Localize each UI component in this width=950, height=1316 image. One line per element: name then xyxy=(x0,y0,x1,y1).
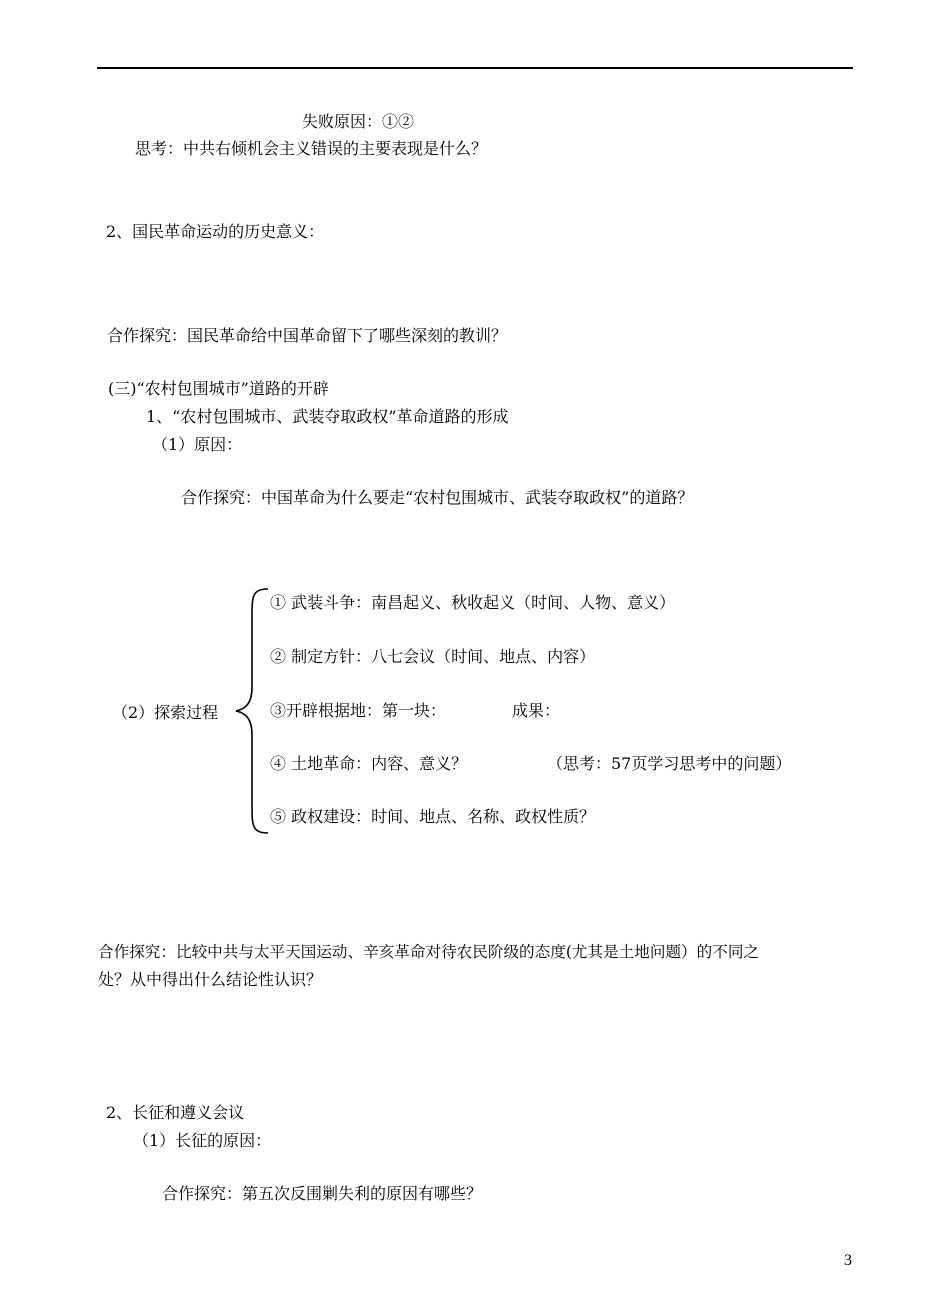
reason-heading: （1）原因： xyxy=(152,435,243,454)
longmarch-reason-heading: （1）长征的原因： xyxy=(133,1131,272,1150)
think-line: 思考：中共右倾机会主义错误的主要表现是什么？ xyxy=(135,139,488,158)
explore-item-3: ③开辟根据地：第一块： xyxy=(270,701,447,720)
explore-item-3-result: 成果： xyxy=(512,701,561,720)
explore-item-5: ⑤ 政权建设：时间、地点、名称、政权性质？ xyxy=(270,807,596,826)
page-number: 3 xyxy=(844,1252,852,1269)
section-3-heading: (三)“农村包围城市”道路的开辟 xyxy=(108,379,329,398)
longmarch-heading: 2、长征和遵义会议 xyxy=(106,1103,245,1122)
coop-question-2: 合作探究：中国革命为什么要走“农村包围城市、武装夺取政权”的道路？ xyxy=(181,488,694,507)
header-rule xyxy=(97,67,853,69)
coop-question-1: 合作探究：国民革命给中国革命留下了哪些深刻的教训？ xyxy=(107,326,508,345)
explore-item-2: ② 制定方针：八七会议（时间、地点、内容） xyxy=(270,647,596,666)
fail-reason-line: 失败原因：①② xyxy=(302,112,415,131)
explore-item-1: ① 武装斗争：南昌起义、秋收起义（时间、人物、意义） xyxy=(270,593,676,612)
coop-question-4: 合作探究：第五次反围剿失利的原因有哪些？ xyxy=(162,1184,483,1203)
significance-heading: 2、国民革命运动的历史意义： xyxy=(106,222,325,241)
coop-question-3-line-1: 合作探究：比较中共与太平天国运动、辛亥革命对待农民阶级的态度(尤其是土地问题）的不同之 xyxy=(98,943,760,961)
explore-label: （2）探索过程 xyxy=(112,703,219,722)
explore-item-4-note: （思考：57页学习思考中的问题） xyxy=(547,754,792,773)
coop-question-3-line-2: 处？从中得出什么结论性认识？ xyxy=(98,970,323,989)
subsection-1-heading: 1、“农村包围城市、武装夺取政权”革命道路的形成 xyxy=(146,407,509,426)
curly-brace-icon xyxy=(232,587,272,835)
explore-item-4: ④ 土地革命：内容、意义？ xyxy=(270,754,468,773)
